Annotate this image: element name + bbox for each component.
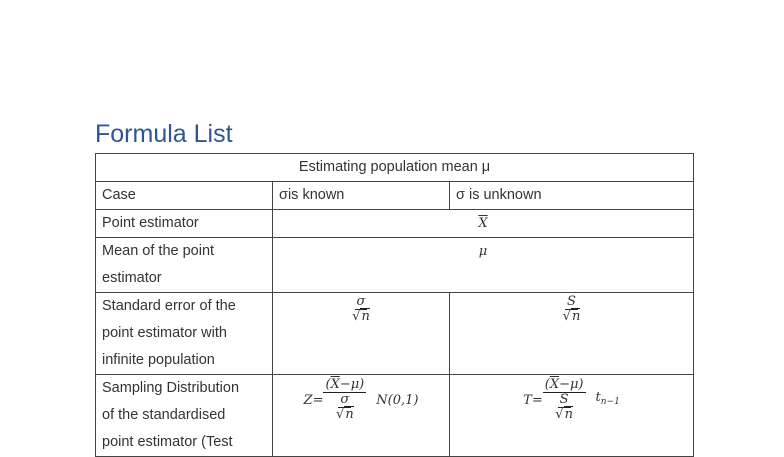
- case-known: σis known: [273, 182, 450, 210]
- sampling-unknown-inner-den: √n: [555, 407, 573, 422]
- mean-point-row: [96, 238, 694, 293]
- page-title: Formula List: [95, 120, 233, 148]
- std-error-known-fraction: [350, 295, 372, 324]
- std-error-unknown-den: √n: [562, 309, 581, 324]
- sampling-known-num: $(\overline{X}-\mu)$: [325, 377, 365, 392]
- sampling-unknown-dist-sub: n−1: [600, 397, 620, 407]
- sampling-known-inner-num: σ: [340, 392, 350, 407]
- std-error-unknown-num: S: [567, 294, 576, 309]
- sampling-known-fraction: [323, 378, 366, 422]
- sampling-unknown-den: [551, 393, 577, 422]
- sampling-unknown-formula: [523, 378, 620, 422]
- sampling-unknown-dist: [596, 384, 620, 416]
- sampling-known-lhs: Z=: [303, 392, 324, 408]
- sampling-unknown-fraction: [543, 378, 586, 422]
- std-error-label-cell: [96, 293, 273, 375]
- case-label: Case: [96, 182, 273, 210]
- mean-point-value-cell: [273, 238, 694, 293]
- table-header-text: Estimating population mean μ: [298, 159, 491, 175]
- mean-point-value: μ: [478, 244, 488, 259]
- sampling-known-cell: [273, 375, 450, 457]
- std-error-label-1: Standard error of the: [102, 298, 236, 314]
- formula-table: [95, 153, 694, 457]
- sampling-row: [96, 375, 694, 457]
- sampling-unknown-lhs: T=: [523, 392, 543, 408]
- sampling-known-inner-den: √n: [336, 407, 354, 422]
- sampling-unknown-dist-base: t: [595, 390, 601, 405]
- mean-point-label-1: Mean of the point: [102, 243, 215, 259]
- sampling-known-formula: [304, 378, 419, 422]
- sampling-label-cell: [96, 375, 273, 457]
- mean-point-label-cell: [96, 238, 273, 293]
- sampling-known-den: [332, 393, 358, 422]
- std-error-label-3: infinite population: [102, 352, 215, 368]
- std-error-label-2: point estimator with: [102, 325, 227, 341]
- std-error-known-cell: [273, 293, 450, 375]
- sampling-unknown-radicand: n: [564, 407, 573, 422]
- std-error-unknown-radicand: n: [571, 309, 581, 324]
- std-error-known-den: √n: [352, 309, 370, 324]
- std-error-known-radicand: n: [361, 309, 370, 324]
- sampling-known-radicand: n: [345, 407, 354, 422]
- sampling-label-3: point estimator (Test: [102, 434, 233, 450]
- sampling-unknown-cell: [450, 375, 694, 457]
- std-error-unknown-cell: [450, 293, 694, 375]
- std-error-known-num: σ: [356, 294, 366, 309]
- sampling-label-2: of the standardised: [102, 407, 226, 423]
- table-header-row: [96, 154, 694, 182]
- point-estimator-label: Point estimator: [96, 210, 273, 238]
- point-estimator-value-cell: [273, 210, 694, 238]
- std-error-row: [96, 293, 694, 375]
- sampling-known-dist: N(0,1): [376, 392, 419, 408]
- sampling-label-1: Sampling Distribution: [102, 380, 240, 396]
- table-header: [96, 154, 694, 182]
- sampling-unknown-inner-fraction: [553, 393, 575, 422]
- point-estimator-row: [96, 210, 694, 238]
- point-estimator-value: $\overline{X}$: [478, 216, 488, 231]
- std-error-unknown-fraction: [561, 295, 583, 324]
- mean-point-label-2: estimator: [102, 270, 162, 286]
- case-unknown: σ is unknown: [450, 182, 694, 210]
- sampling-unknown-num: $(\overline{X}-\mu)$: [544, 377, 584, 392]
- case-row: [96, 182, 694, 210]
- sampling-known-inner-fraction: [334, 393, 356, 422]
- sampling-unknown-inner-num: S: [559, 392, 569, 407]
